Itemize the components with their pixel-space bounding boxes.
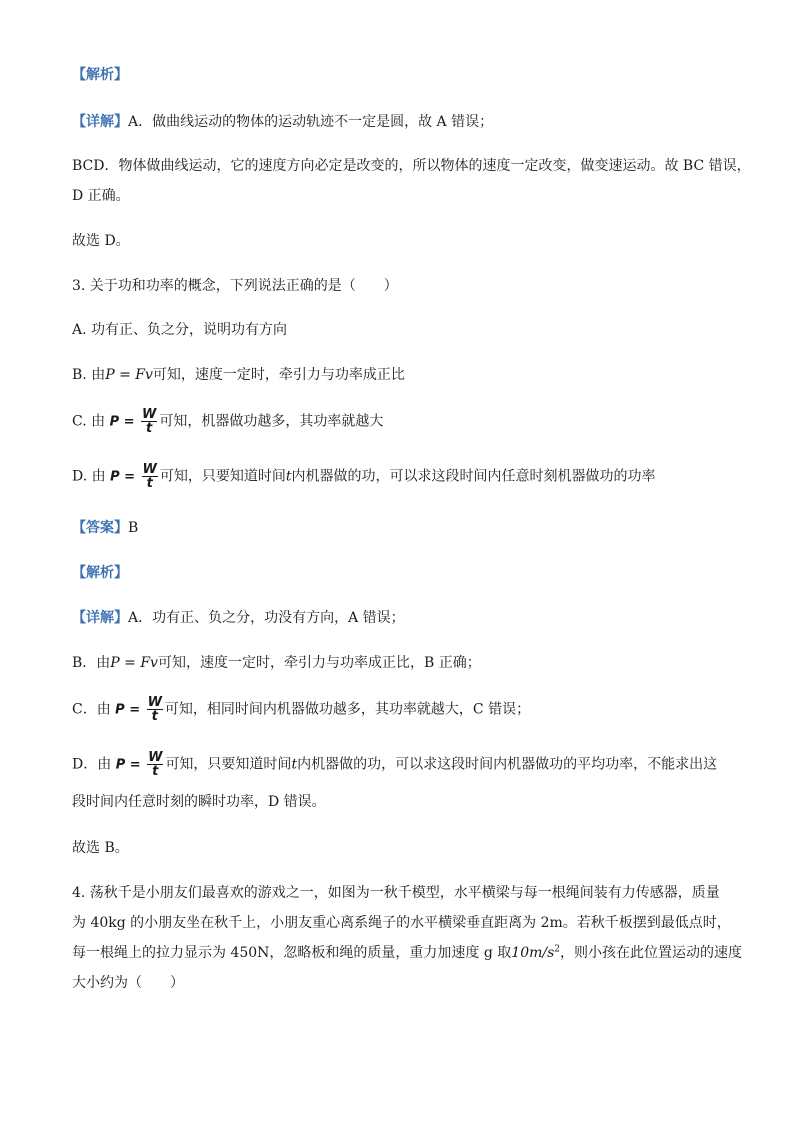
q3-option-a: A. 功有正、负之分，说明功有方向 — [72, 322, 288, 338]
a3-c-fraction — [147, 696, 163, 723]
frac-denominator: t — [151, 709, 158, 724]
answer-value: B — [128, 520, 139, 536]
q4-gravity-value: 10m/s — [511, 945, 555, 961]
a3-b-text: 可知，速度一定时，牵引力与功率成正比，B 正确； — [157, 655, 481, 671]
a3-d-text-1: 可知，只要知道时间 — [165, 756, 292, 773]
question-4-line-3 — [72, 943, 743, 963]
xiangjie-label: 【详解】 — [72, 114, 128, 130]
a3-line-d — [72, 751, 734, 778]
q3-b-prefix: B. 由 — [72, 367, 106, 383]
answer-label: 【答案】 — [72, 520, 128, 536]
q4-l3-pre: 每一根绳上的拉力显示为 450N，忽略板和绳的质量，重力加速度 g 取 — [72, 945, 512, 961]
frac-numerator: W — [148, 750, 163, 765]
a3-d-prefix: D．由 — [72, 756, 112, 773]
answer-line — [72, 518, 734, 538]
a3-d-fraction — [147, 751, 163, 778]
question-4-line-2: 为 40kg 的小朋友坐在秋千上，小朋友重心离系绳子的水平横梁垂直距离为 2m。若秋千板摆到最低点时， — [72, 915, 731, 931]
a3-c-prefix: C．由 — [72, 701, 111, 718]
explanation-line-a — [72, 112, 734, 132]
a3-b-formula: P = Fv — [110, 655, 158, 671]
explanation-text: A．做曲线运动的物体的运动轨迹不一定是圆，故 A 错误； — [128, 114, 494, 130]
a3-b-prefix: B．由 — [72, 655, 111, 671]
q3-c-prefix: C. 由 — [72, 413, 106, 430]
q3-d-text-2: 内机器做的功，可以求这段时间内任意时刻机器做功的功率 — [291, 468, 656, 485]
frac-denominator: t — [146, 476, 153, 491]
a3-d-t: t — [291, 756, 298, 773]
q3-b-formula: P = Fv — [105, 367, 153, 383]
q3-option-b — [72, 365, 734, 385]
question-3-stem: 3. 关于功和功率的概念，下列说法正确的是（ ） — [72, 278, 398, 294]
q3-option-d — [72, 463, 734, 490]
q3-d-fraction — [142, 463, 158, 490]
explanation-line-d: D 正确。 — [72, 188, 130, 204]
q3-d-prefix: D. 由 — [72, 468, 106, 485]
question-4-line-1: 4. 荡秋千是小朋友们最喜欢的游戏之一，如图为一秋千模型，水平横梁与每一根绳间装有力传感器，质量 — [72, 885, 720, 901]
q3-c-fraction — [141, 408, 157, 435]
xiangjie-label: 【详解】 — [72, 610, 128, 626]
a3-line-b — [72, 653, 734, 673]
a3-line-d-cont: 段时间内任意时刻的瞬时功率，D 错误。 — [72, 794, 326, 810]
jiexi-heading-1: 【解析】 — [72, 67, 128, 83]
q3-b-text: 可知，速度一定时，牵引力与功率成正比 — [152, 367, 405, 383]
a3-d-lhs: P = — [115, 757, 141, 773]
q4-l3-post: ，则小孩在此位置运动的速度 — [560, 945, 743, 961]
explanation-line-bcd: BCD．物体做曲线运动，它的速度方向必定是改变的，所以物体的速度一定改变，做变速运动。故 BC 错误， — [72, 158, 751, 174]
a3-c-lhs: P = — [115, 702, 141, 718]
frac-numerator: W — [147, 695, 162, 710]
a3-line-a — [72, 608, 734, 628]
jiexi-heading-2: 【解析】 — [72, 565, 128, 581]
a3-line-c — [72, 696, 734, 723]
q3-c-lhs: P = — [109, 414, 135, 430]
q3-d-text-1: 可知，只要知道时间 — [159, 468, 286, 485]
a3-c-text: 可知，相同时间内机器做功越多，其功率就越大，C 错误； — [164, 701, 531, 718]
a3-a-text: A．功有正、负之分，功没有方向，A 错误； — [128, 610, 405, 626]
q3-d-lhs: P = — [110, 469, 136, 485]
question-4-line-4: 大小约为（ ） — [72, 975, 184, 991]
frac-numerator: W — [141, 407, 157, 422]
conclusion-q2: 故选 D。 — [72, 233, 130, 249]
frac-denominator: t — [146, 421, 153, 436]
q4-gravity-exp: 2 — [554, 944, 561, 955]
a3-d-text-2: 内机器做的功，可以求这段时间内机器做功的平均功率，不能求出这 — [297, 756, 718, 773]
conclusion-q3: 故选 B。 — [72, 840, 129, 856]
q3-option-c — [72, 408, 734, 435]
frac-denominator: t — [152, 764, 159, 779]
q3-d-t: t — [285, 468, 292, 485]
frac-numerator: W — [142, 462, 157, 477]
q3-c-text: 可知，机器做功越多，其功率就越大 — [159, 413, 384, 430]
